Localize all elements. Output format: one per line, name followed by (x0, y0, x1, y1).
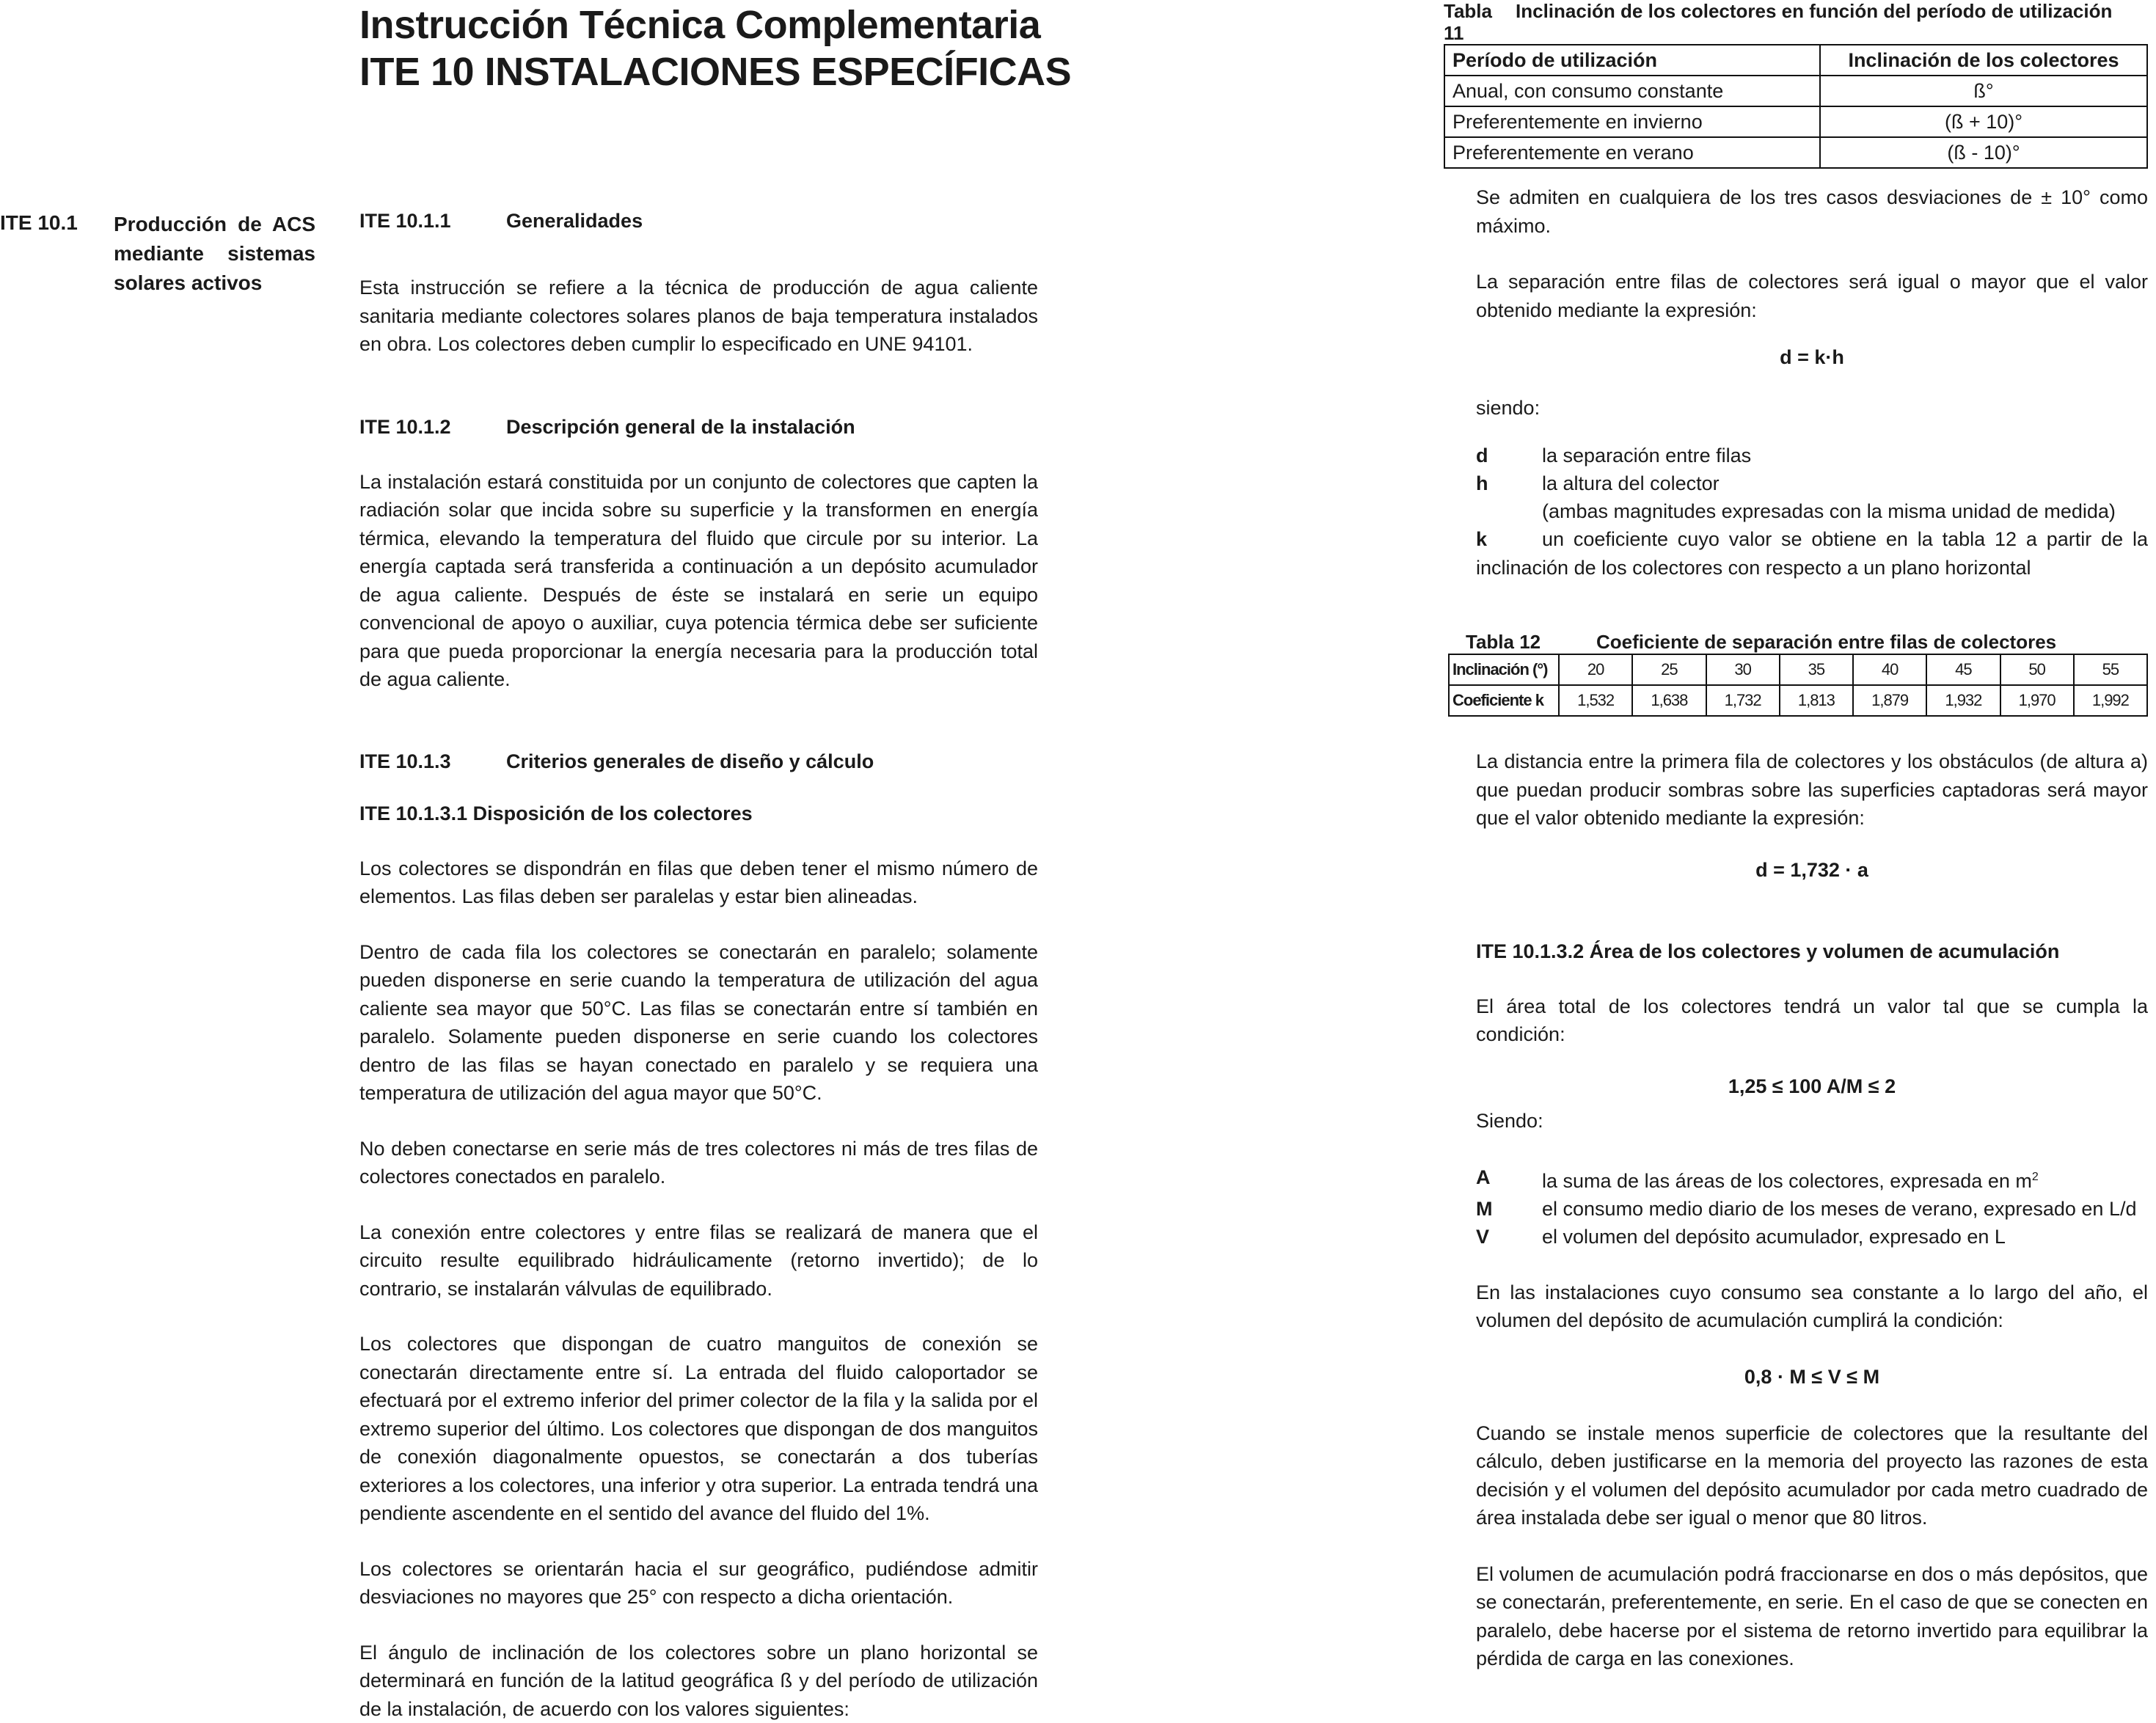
definition-row (1476, 1223, 2148, 1251)
paragraph: La conexión entre colectores y entre filas se realizará de manera que el circuito resulte equilibrado hidráulicamente (retorno invertido); de lo contrario, se instalarán válvulas de equilibrado. (359, 1218, 1038, 1303)
table-cell: 25 (1632, 654, 1706, 685)
table-12-caption (1448, 630, 2148, 654)
table-row-label: Coeficiente k (1449, 685, 1559, 716)
definition-text-main: la suma de las áreas de los colectores, expresada en m (1542, 1170, 2032, 1192)
heading-number: ITE 10.1.3 (359, 750, 506, 773)
table-11 (1444, 44, 2148, 169)
table-12-block (1448, 630, 2148, 717)
paragraph: La instalación estará constituida por un conjunto de colectores que capten la radiación solar que incida sobre su superficie y la transformen en energía térmica, elevando la temperatura del fluido que circule por su interior. La energía captada será transferida a continuación a un depósito acumulador de agua caliente. Después de éste se instalará en serie un equipo convencional de apoyo o auxiliar, cuya potencia térmica debe ser suficiente para que pueda proporcionar la energía necesaria para la producción total de agua caliente. (359, 468, 1038, 694)
table-row-label: Inclinación (°) (1449, 654, 1559, 685)
section-number: ITE 10.1 (0, 211, 78, 235)
document-title (359, 1, 1071, 95)
heading-number: ITE 10.1.1 (359, 210, 506, 233)
table-row-coefficient (1449, 685, 2147, 716)
table-row (1444, 137, 2147, 168)
definition-row (1476, 497, 2148, 525)
table-cell: 55 (2074, 654, 2147, 685)
heading-text: Generalidades (506, 210, 643, 233)
table-cell: 1,813 (1780, 685, 1853, 716)
definition-text (1542, 1163, 2039, 1195)
definition-row (1476, 469, 2148, 497)
table-caption-text: Inclinación de los colectores en función del período de utilización (1516, 0, 2112, 44)
definition-list (1476, 1163, 2148, 1251)
paragraph: El área total de los colectores tendrá un valor tal que se cumpla la condición: (1476, 992, 2148, 1049)
definition-row (1476, 1163, 2148, 1195)
definition-text: la separación entre filas (1542, 442, 1751, 469)
definition-symbol: k (1476, 525, 1542, 554)
table-cell: 40 (1853, 654, 1926, 685)
heading-number: ITE 10.1.2 (359, 416, 506, 439)
formula-d-1732a: d = 1,732 · a (1476, 859, 2148, 882)
definition-symbol: V (1476, 1223, 1542, 1251)
paragraph: La distancia entre la primera fila de colectores y los obstáculos (de altura a) que puedan producir sombras sobre las superficies captadoras será mayor que el valor obtenido mediante la expresión: (1476, 747, 2148, 833)
table-11-block (1444, 0, 2148, 169)
heading-10-1-2 (359, 416, 1038, 439)
paragraph: Dentro de cada fila los colectores se conectarán en paralelo; solamente pueden disponerse en serie cuando la temperatura de utilización del agua caliente sea mayor que 50°C. Las filas se conectarán entre sí también en paralelo. Solamente pueden disponerse en serie cuando los colectores dentro de las filas se hayan conectado en paralelo y se requiera una temperatura de utilización del agua mayor que 50°C. (359, 938, 1038, 1108)
table-12 (1448, 654, 2148, 717)
paragraph: Los colectores que dispongan de cuatro manguitos de conexión se conectarán directamente entre sí. La entrada del fluido caloportador se efectuará por el extremo inferior del primer colector de la fila y la salida por el extremo superior del último. Los colectores que dispongan de dos manguitos de conexión diagonalmente opuestos, se conectarán a dos tuberías exteriores a los colectores, una inferior y otra superior. La entrada tendrá una pendiente ascendente en el sentido del avance del fluido del 1%. (359, 1330, 1038, 1528)
table-cell: 1,732 (1706, 685, 1780, 716)
definition-symbol: A (1476, 1163, 1542, 1195)
right-column (1476, 183, 2148, 1673)
table-cell: Preferentemente en invierno (1444, 106, 1820, 137)
table-cell: ß° (1820, 76, 2147, 106)
paragraph: Los colectores se orientarán hacia el sur geográfico, pudiéndose admitir desviaciones no mayores que 25° con respecto a dicha orientación. (359, 1555, 1038, 1612)
definition-symbol: M (1476, 1195, 1542, 1223)
definition-list (1476, 442, 2148, 582)
definition-k (1476, 525, 2148, 582)
formula-volume-condition: 0,8 · M ≤ V ≤ M (1476, 1366, 2148, 1389)
table-cell: 30 (1706, 654, 1780, 685)
paragraph: No deben conectarse en serie más de tres colectores ni más de tres filas de colectores conectados en paralelo. (359, 1135, 1038, 1191)
table-row (1444, 76, 2147, 106)
table-cell: 35 (1780, 654, 1853, 685)
paragraph: El ángulo de inclinación de los colectores sobre un plano horizontal se determinará en función de la latitud geográfica ß y del período de utilización de la instalación, de acuerdo con los valores siguientes: (359, 1639, 1038, 1723)
table-caption-text: Coeficiente de separación entre filas de colectores (1596, 630, 2056, 654)
table-row-inclination (1449, 654, 2147, 685)
left-column (359, 208, 1038, 1723)
table-cell: 50 (2000, 654, 2074, 685)
siendo-label: Siendo: (1476, 1110, 2148, 1133)
paragraph: Esta instrucción se refiere a la técnica de producción de agua caliente sanitaria mediante colectores solares planos de baja temperatura instalados en obra. Los colectores deben cumplir lo especificado en UNE 94101. (359, 274, 1038, 359)
formula-area-condition: 1,25 ≤ 100 A/M ≤ 2 (1476, 1075, 2148, 1098)
paragraph: Se admiten en cualquiera de los tres casos desviaciones de ± 10° como máximo. (1476, 183, 2148, 240)
table-cell: 45 (1926, 654, 2000, 685)
table-cell: Preferentemente en verano (1444, 137, 1820, 168)
section-name: Producción de ACS mediante sistemas solares activos (114, 210, 315, 298)
definition-symbol (1476, 497, 1542, 525)
table-cell: 20 (1559, 654, 1632, 685)
definition-text: el consumo medio diario de los meses de verano, expresado en L/d (1542, 1195, 2136, 1223)
table-label: Tabla 11 (1444, 0, 1516, 44)
table-cell: (ß + 10)° (1820, 106, 2147, 137)
table-header-row (1444, 45, 2147, 76)
title-line-2: ITE 10 INSTALACIONES ESPECÍFICAS (359, 48, 1071, 95)
paragraph: El volumen de acumulación podrá fraccionarse en dos o más depósitos, que se conectarán, preferentemente, en serie. En el caso de que se conecten en paralelo, debe hacerse por el sistema de retorno invertido para equilibrar la pérdida de carga en las conexiones. (1476, 1560, 2148, 1673)
definition-symbol: d (1476, 442, 1542, 469)
definition-text: un coeficiente cuyo valor se obtiene en la tabla 12 a partir de la inclinación de los colectores con respecto a un plano horizontal (1476, 528, 2148, 579)
table-cell: 1,532 (1559, 685, 1632, 716)
definition-row (1476, 442, 2148, 469)
paragraph: En las instalaciones cuyo consumo sea constante a lo largo del año, el volumen del depósito de acumulación cumplirá la condición: (1476, 1278, 2148, 1335)
paragraph: Cuando se instale menos superficie de colectores que la resultante del cálculo, deben justificarse en la memoria del proyecto las razones de esta decisión y el volumen del depósito acumulador por cada metro cuadrado de área instalada debe ser igual o menor que 80 litros. (1476, 1419, 2148, 1532)
title-line-1: Instrucción Técnica Complementaria (359, 1, 1071, 48)
table-header-cell: Período de utilización (1444, 45, 1820, 76)
definition-row (1476, 1195, 2148, 1223)
table-cell: 1,879 (1853, 685, 1926, 716)
definition-text: la altura del colector (1542, 469, 1720, 497)
formula-d-kh: d = k·h (1476, 346, 2148, 369)
table-cell: 1,638 (1632, 685, 1706, 716)
definition-symbol: h (1476, 469, 1542, 497)
subheading-10-1-3-2: ITE 10.1.3.2 Área de los colectores y volumen de acumulación (1476, 940, 2148, 963)
definition-text: el volumen del depósito acumulador, expresado en L (1542, 1223, 2006, 1251)
paragraph: La separación entre filas de colectores será igual o mayor que el valor obtenido mediante la expresión: (1476, 268, 2148, 324)
table-label: Tabla 12 (1448, 630, 1596, 654)
heading-text: Descripción general de la instalación (506, 416, 855, 439)
table-cell: 1,992 (2074, 685, 2147, 716)
definition-text: (ambas magnitudes expresadas con la misma unidad de medida) (1542, 497, 2116, 525)
table-cell: 1,932 (1926, 685, 2000, 716)
siendo-label: siendo: (1476, 397, 2148, 420)
heading-text: Criterios generales de diseño y cálculo (506, 750, 874, 773)
heading-10-1-3 (359, 750, 1038, 773)
table-cell: (ß - 10)° (1820, 137, 2147, 168)
table-row (1444, 106, 2147, 137)
heading-10-1-1 (359, 210, 1038, 233)
table-cell: Anual, con consumo constante (1444, 76, 1820, 106)
table-11-caption (1444, 0, 2148, 44)
table-cell: 1,970 (2000, 685, 2074, 716)
paragraph: Los colectores se dispondrán en filas que deben tener el mismo número de elementos. Las filas deben ser paralelas y estar bien alineadas. (359, 855, 1038, 911)
subheading-10-1-3-1: ITE 10.1.3.1 Disposición de los colectores (359, 802, 1038, 825)
table-header-cell: Inclinación de los colectores (1820, 45, 2147, 76)
superscript: 2 (2032, 1171, 2039, 1183)
